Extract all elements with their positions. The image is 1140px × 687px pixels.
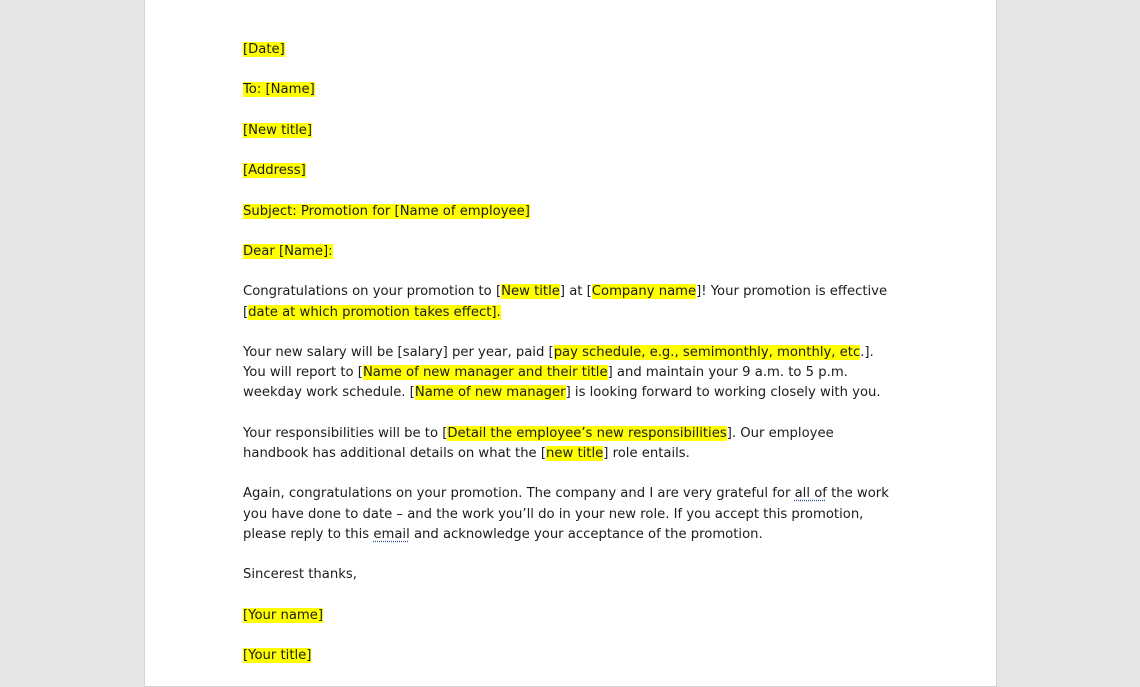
date-placeholder: [Date] (243, 42, 285, 57)
paragraph-2 (243, 343, 899, 404)
text: ] role entails. (603, 445, 690, 461)
grammar-flag-email[interactable]: email (373, 526, 410, 542)
manager-name-field: Name of new manager (414, 385, 566, 401)
paragraph-4 (243, 484, 899, 545)
text: Congratulations on your promotion to (243, 284, 496, 300)
document-page[interactable] (144, 0, 997, 687)
text: Again, congratulations on your promotion. The company and I are very grateful for (243, 486, 795, 502)
subject-placeholder: Subject: Promotion for [Name of employee] (243, 203, 530, 219)
recipient-line (243, 80, 899, 100)
your-title-placeholder: [Your title] (243, 647, 312, 663)
text: ] at [ (559, 284, 592, 300)
signature-name-line (243, 606, 899, 626)
paragraph-1 (243, 282, 899, 322)
salutation (243, 242, 899, 262)
new-title-placeholder: [New title] (243, 122, 313, 138)
closing: Sincerest thanks, (243, 567, 357, 583)
effective-date-field: date at which promotion takes effect]. (248, 304, 501, 320)
recipient-placeholder: To: [Name] (243, 82, 315, 98)
grammar-flag-all-of[interactable]: all of (794, 486, 827, 502)
text: Your new salary will be [salary] per year, paid [ (243, 344, 554, 360)
text: ]. Our employee handbook has additional details on what the [ (243, 425, 834, 461)
text: .]. You will report to [ (243, 344, 874, 381)
manager-title-field: Name of new manager and their title (362, 365, 608, 381)
text: and acknowledge your acceptance of the promotion. (409, 526, 763, 542)
new-title-field: New title (501, 284, 560, 300)
text: ] and maintain your 9 a.m. to 5 p.m. weekday work schedule. [ (243, 365, 848, 401)
responsibilities-field: Detail the employee’s new responsibilities (447, 425, 727, 441)
your-name-placeholder: [Your name] (243, 607, 324, 623)
text: [ (495, 284, 502, 300)
paragraph-3 (243, 424, 899, 464)
new-title-line (243, 121, 899, 141)
signature-title-line (243, 646, 899, 666)
text: ] is looking forward to working closely with you. (565, 385, 881, 401)
text: Your responsibilities will be to [ (243, 425, 448, 441)
salutation-placeholder: Dear [Name]: (243, 243, 333, 259)
text: the work you have done to date – and the work you’ll do in your new role. If you accept this promotion, please reply to this (243, 486, 889, 542)
address-placeholder: [Address] (243, 163, 306, 179)
date-line (243, 40, 899, 60)
new-title-field: new title (546, 445, 604, 461)
pay-schedule-field: pay schedule, e.g., semimonthly, monthly, etc (553, 344, 861, 360)
company-name-field: Company name (591, 284, 697, 300)
text: ]! Your promotion is effective [ (243, 284, 888, 320)
subject-line (243, 202, 899, 222)
address-line (243, 161, 899, 181)
letter-body[interactable] (243, 40, 899, 686)
